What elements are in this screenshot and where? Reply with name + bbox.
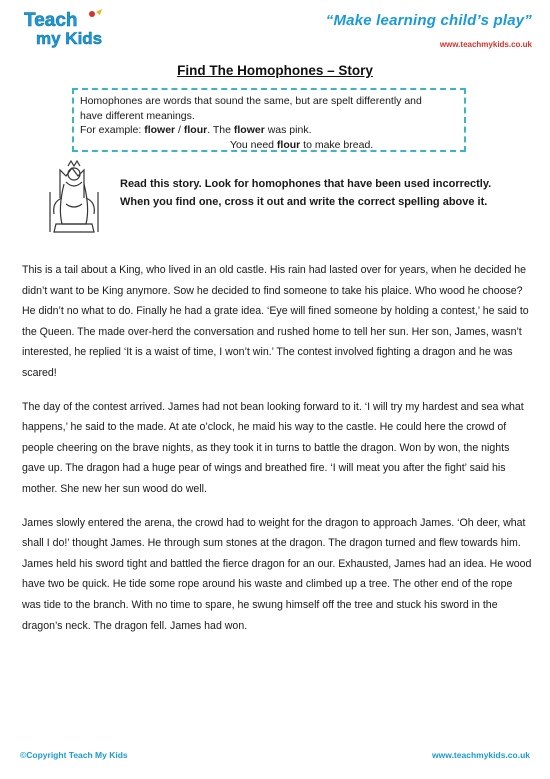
definition-example: You need flour to make bread. [230, 138, 374, 151]
definition-box [72, 88, 466, 152]
story-text [22, 260, 532, 649]
footer-website-link[interactable]: www.teachmykids.co.uk [432, 750, 530, 760]
definition-line: Homophones are words that sound the same, but are spelt differently and [80, 95, 422, 107]
logo-text-teach: Teach [24, 10, 78, 31]
logo-star-icon [96, 9, 102, 15]
tagline: “Make learning child’s play” [325, 12, 532, 29]
teach-my-kids-logo [20, 8, 110, 48]
story-paragraph: The day of the contest arrived. James had not bean looking forward to it. ‘I will try my hardest and sea what happens,’ he said to the made. At ate o’clock, he maid his way to the castle. He could here the crowd of people cheering on the brave nights, as they took it in turns to battle the dragon. Won by won, the nights gave up. The dragon had a huge pear of wings and breathed fire. ‘I will meat you after the fight’ said his mother. She new her sun wood do well. [22, 400, 524, 495]
king-on-throne-icon [42, 158, 114, 238]
story-paragraph: James slowly entered the arena, the crowd had to weight for the dragon to approach James. ‘Oh deer, what shall I do!’ thought James. He through sum stones at the dragon. The dragon turned and flew towards him. James held his sword tight and battled the fierce dragon for an our. Exhausted, James had an idea. He wood have two be quick. He tide some rope around his waste and climbed up a tree. The other end of the rope was tide to the branch. With no time to spare, he swung himself off the tree and stuck his sword in the dragon’s neck. The dragon fell. James had won. [22, 516, 532, 632]
header-website[interactable]: www.teachmykids.co.uk [439, 40, 532, 49]
instructions: Read this story. Look for homophones that have been used incorrectly. When you find one, cross it out and write the correct spelling above it. [120, 178, 492, 208]
logo-dot-icon [89, 11, 95, 17]
copyright-text: ©Copyright Teach My Kids [20, 750, 128, 760]
page-title: Find The Homophones – Story [177, 63, 373, 78]
definition-example: For example: flower / flour. The flower was pink. [80, 124, 312, 136]
logo-text-mykids: my Kids [36, 29, 103, 48]
definition-line: have different meanings. [80, 109, 195, 122]
story-paragraph: This is a tail about a King, who lived in an old castle. His rain had lasted over for years, when he decided he didn’t want to be King anymore. Sow he decided to find someone to take his plaice. Who wood he choose? He didn’t no what to do. Finally he had a grate idea. ‘Eye will fined someone by holding a contest,’ he said to the Queen. The made over-herd the conversation and rushed home to tell her sun. Her son, James, wasn’t interested, he replied ‘It is a waist of time, I won’t win.’ The contest involved fighting a dragon and he was scared! [22, 264, 529, 379]
footer [20, 750, 530, 764]
